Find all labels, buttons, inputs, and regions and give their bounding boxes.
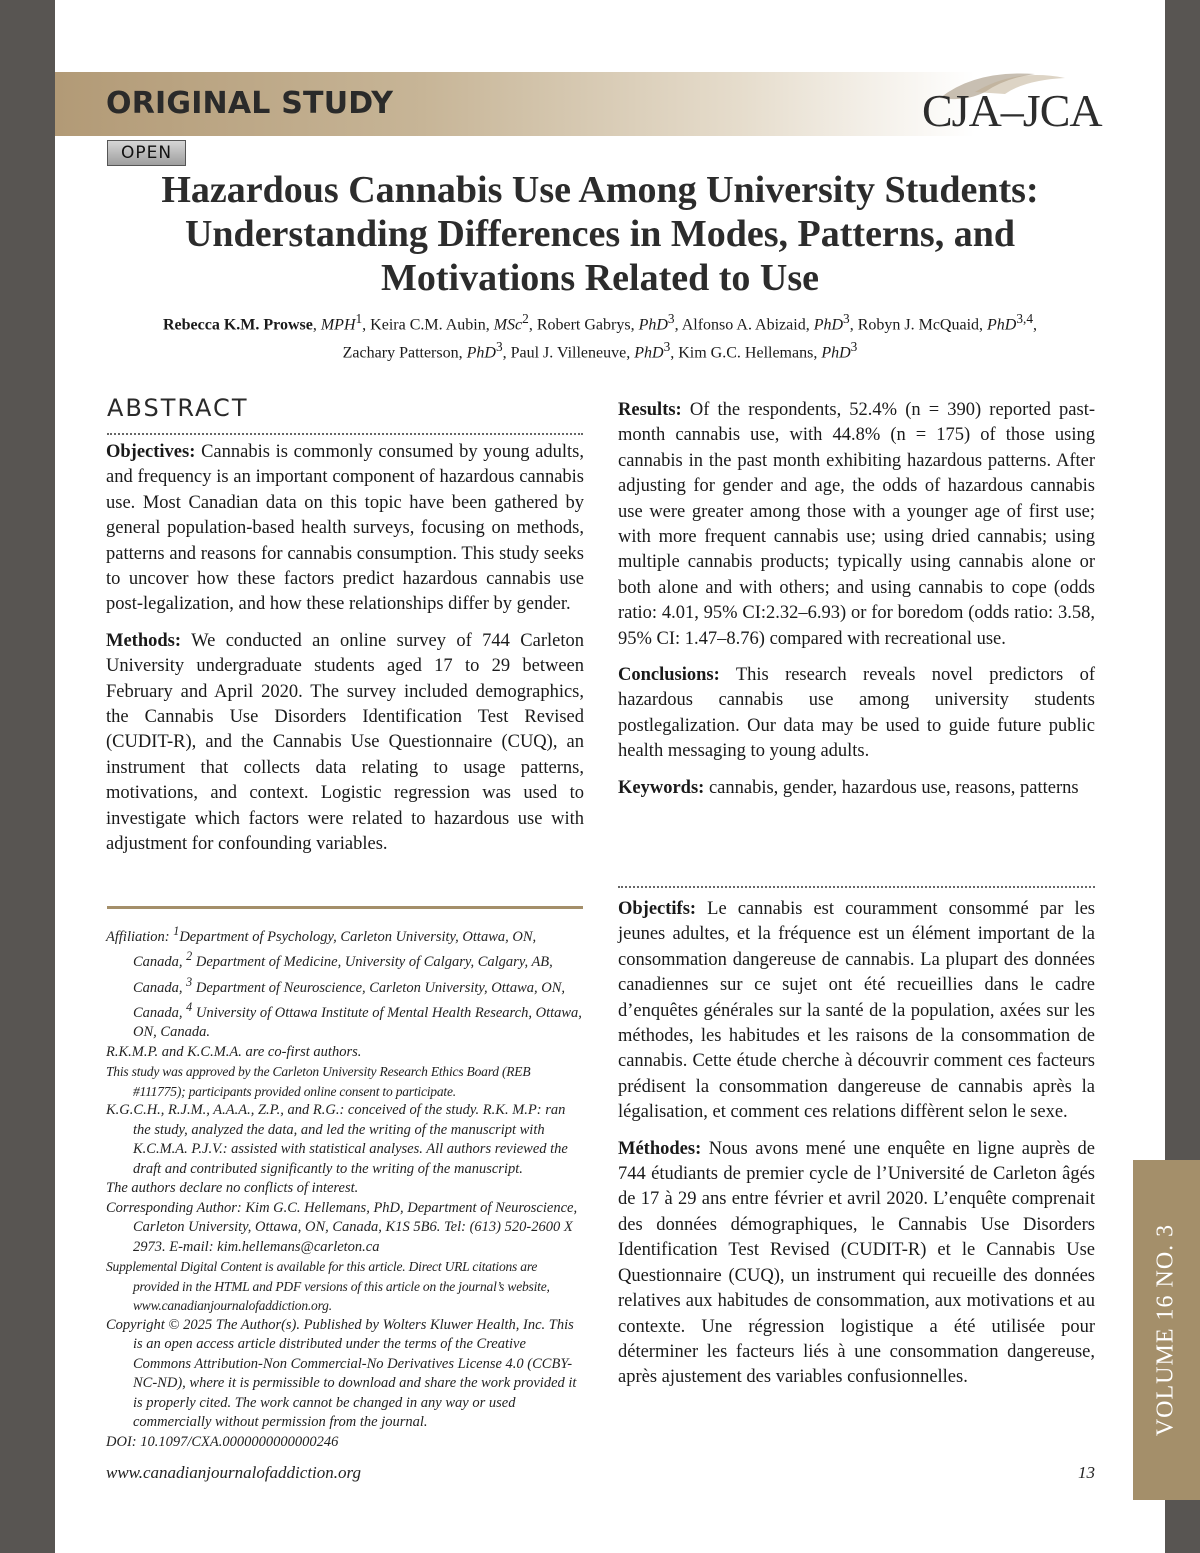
conflicts-note: The authors declare no conflicts of interest.: [106, 1180, 359, 1197]
copyright-note: Copyright © 2025 The Author(s). Published by Wolters Kluwer Health, Inc. This is an open access article distributed under the terms of the Creative Commons Attribution-Non Commercial-No Derivatives License 4.0 (CCBY-NC-ND), where it is permissible to download and share the work provided it is properly cited. The work cannot be changed in any way or used commercially without permission from the journal.: [106, 1316, 577, 1431]
doi: DOI: 10.1097/CXA.0000000000000246: [106, 1433, 339, 1450]
ethics-note: This study was approved by the Carleton University Research Ethics Board (REB #111775); participants provided online consent to participate.: [106, 1064, 531, 1099]
objectifs-paragraph: Objectifs: Le cannabis est couramment consommé par les jeunes adultes, et la fréquence est un élément important de la consommation dangereuse de cannabis. La plupart des données canadiennes sur ce sujet ont été recueillies dans le cadre d’enquêtes générales sur la santé de la population, axées sur les méthodes, les habitudes et les raisons de la consommation de cannabis. Cette étude cherche à découvrir comment ces facteurs prédisent la consommation dangereuse de cannabis après la légalisation, et comment ces relations diffèrent selon le sexe.: [618, 899, 1095, 1123]
author-list: Rebecca K.M. Prowse, MPH$^1$, Keira C.M. Aubin, MSc$^2$, Robert Gabrys, PhD$^3$, Alfonso A. Abizaid, PhD$^3$, Robyn J. McQuaid, PhD$^{3,4}$, Zachary Patterson, PhD$^3$, Paul J. Villeneuve, PhD$^3$, Kim G.C. Hellemans, PhD$^3$: [162, 311, 1038, 362]
journal-logo: CJA–JCA: [922, 85, 1102, 136]
volume-label: VOLUME 16 NO. 3: [1152, 1223, 1179, 1437]
french-column: [618, 897, 1095, 1402]
left-column: [106, 440, 584, 869]
methods-paragraph: Methods: We conducted an online survey of 744 Carleton University undergraduate students aged 17 to 29 between February and April 2020. The survey included demographics, the Cannabis Use Disorders Identification Test Revised (CUDIT-R), and the Cannabis Use Questionnaire (CUQ), an instrument that collects data relating to usage patterns, motivations, and context. Logistic regression was used to investigate which factors were related to hazardous use with adjustment for confounding variables.: [106, 630, 584, 855]
open-access-badge[interactable]: OPEN: [107, 140, 186, 166]
french-abstract-divider: [618, 886, 1095, 888]
page-left-edge: [0, 0, 55, 1553]
page-number: 13: [1078, 1463, 1095, 1482]
affiliation-text: Affiliation: $^1$Department of Psychology, Carleton University, Ottawa, ON, Canada, $^2$ Department of Medicine, University of Calgary, Calgary, AB, Canada, $^3$ Department of Neuroscience, Carleton University, Ottawa, ON, Canada, $^4$ University of Ottawa Institute of Mental Health Research, Ottawa, ON, Canada.: [106, 924, 582, 1041]
results-paragraph: Results: Of the respondents, 52.4% (n = 390) reported past-month cannabis use, with 44.8% (n = 175) of those using cannabis in the past month exhibiting hazardous patterns. After adjusting for gender and age, the odds of hazardous cannabis use were greater among those with a younger age of first use; with more frequent cannabis use; using dried cannabis; using multiple cannabis products; typically using cannabis alone or both alone and with others; and using cannabis to cope (odds ratio: 4.01, 95% CI:2.32–6.93) or for boredom (odds ratio: 3.58, 95% CI: 1.47–8.76) compared with recreational use.: [618, 400, 1096, 649]
abstract-heading: ABSTRACT: [107, 394, 249, 422]
methodes-paragraph: Méthodes: Nous avons mené une enquête en ligne auprès de 744 étudiants de premier cycle de l’Université de Carleton âgés de 17 à 29 ans entre février et avril 2020. L’enquête comprenait des données démographiques, le Cannabis Use Disorders Identification Test Revised (CUDIT-R) et le Cannabis Use Questionnaire (CUQ), un instrument qui recueille des données relatives aux habitudes de consommation, aux motivations et au contexte. Une régression logistique a été utilisée pour déterminer les facteurs liés à une consommation dangereuse, après ajustement des variables confusionnelles.: [618, 1138, 1095, 1388]
abstract-divider: [107, 433, 583, 435]
keywords-paragraph: Keywords: cannabis, gender, hazardous use, reasons, patterns: [618, 777, 1079, 798]
article-title: Hazardous Cannabis Use Among University Students: Understanding Differences in Modes, Patterns, and Motivations Related to Use: [161, 169, 1039, 299]
section-label: ORIGINAL STUDY: [106, 86, 394, 121]
journal-url-link[interactable]: www.canadianjournalofaddiction.org: [106, 1463, 362, 1482]
supplemental-note: Supplemental Digital Content is available for this article. Direct URL citations are provided in the HTML and PDF versions of this article on the journal’s website, www.canadianjournalofaddiction.org.: [106, 1259, 550, 1314]
contributions-note: K.G.C.H., R.J.M., A.A.A., Z.P., and R.G.: conceived of the study. R.K. M.P: ran the study, analyzed the data, and led the writing of the manuscript with K.C.M.A. P.J.V.: assisted with statistical analyses. All authors reviewed the draft and contributed significantly to the writing of the manuscript.: [106, 1102, 568, 1177]
affiliation-divider: [107, 906, 583, 909]
cofirst-note: R.K.M.P. and K.C.M.A. are co-first authors.: [106, 1043, 362, 1060]
affiliation-notes: [106, 922, 582, 1452]
objectives-paragraph: Objectives: Cannabis is commonly consumed by young adults, and frequency is an important component of hazardous cannabis use. Most Canadian data on this topic have been gathered by general population-based health surveys, focusing on methods, patterns and reasons for cannabis consumption. This study seeks to uncover how these factors predict hazardous cannabis use post-legalization, and how these relationships differ by gender.: [106, 442, 584, 615]
right-column: [618, 398, 1095, 812]
corresponding-author: Corresponding Author: Kim G.C. Hellemans, PhD, Department of Neuroscience, Carleton University, Ottawa, ON, Canada, K1S 5B6. Tel: (613) 520-2600 X 2973. E-mail: kim.hellemans@carleton.ca: [106, 1199, 578, 1255]
conclusions-paragraph: Conclusions: This research reveals novel predictors of hazardous cannabis use among university students postlegalization. Our data may be used to guide future public health messaging to young adults.: [618, 665, 1095, 762]
